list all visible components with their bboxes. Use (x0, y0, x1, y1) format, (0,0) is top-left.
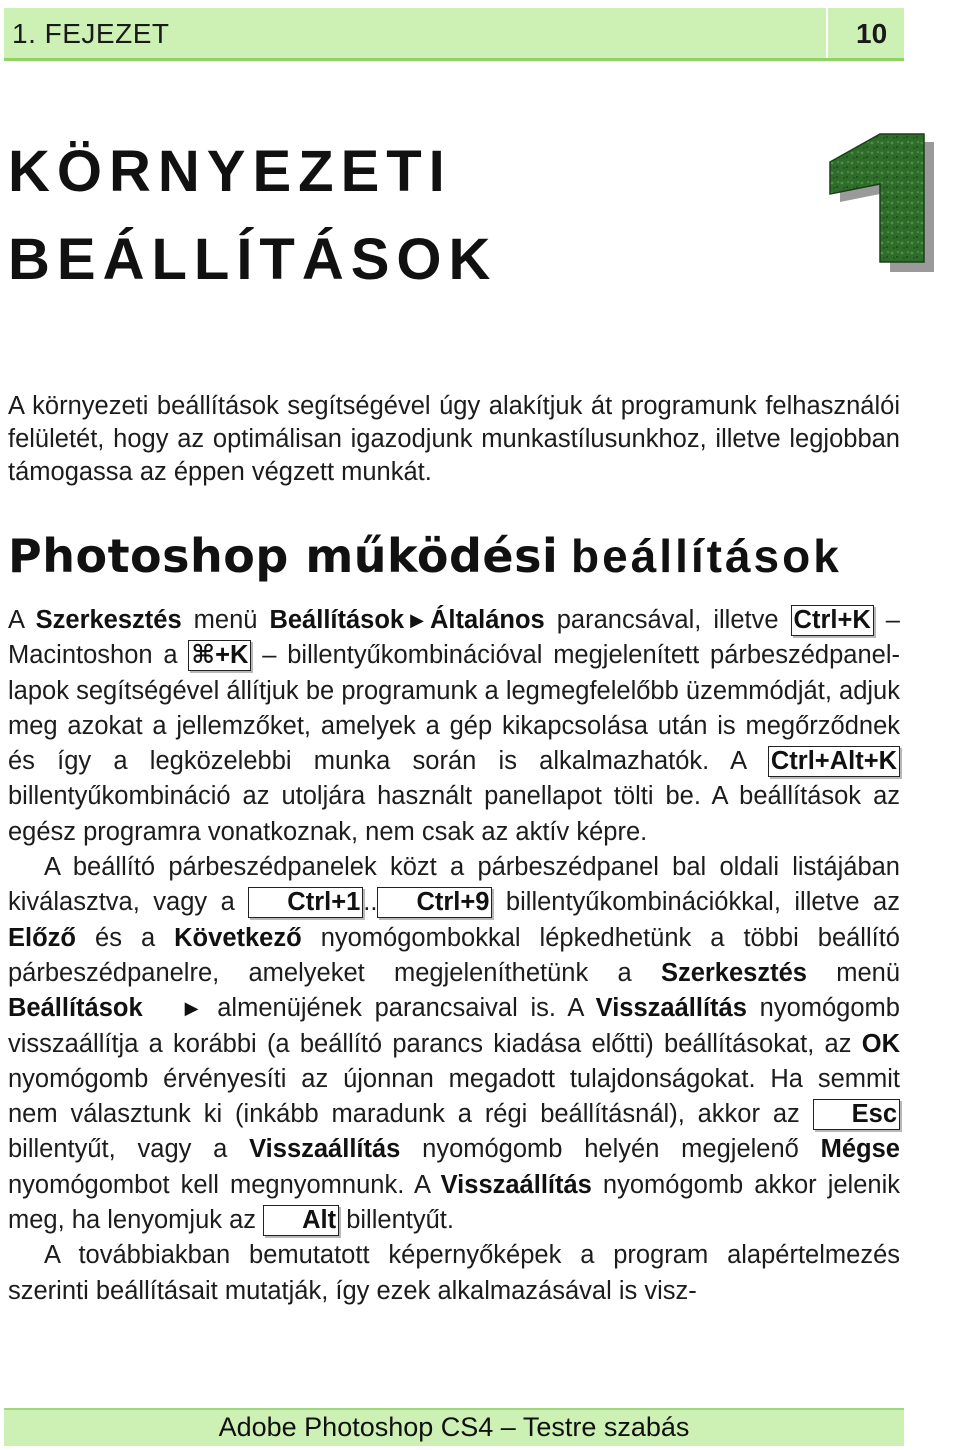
submenu-arrow-icon-2: ▶ (184, 998, 199, 1019)
menu-preferences: Beállítások (269, 606, 405, 634)
section-title (8, 526, 842, 586)
button-restore: Visszaállítás (595, 994, 747, 1023)
section-title-bold: Photoshop működési (8, 529, 559, 583)
key-ctrl-9: Ctrl+9 (377, 887, 492, 918)
menu-edit-2: Szerkesztés (660, 958, 807, 987)
key-ctrl-k: Ctrl+K (791, 605, 874, 636)
header-divider (826, 8, 828, 58)
menu-preferences-2: Beállítások (8, 994, 143, 1023)
key-cmd-k: ⌘+K (188, 640, 251, 671)
chapter-label: 1. FEJEZET (12, 18, 170, 49)
chapter-title (8, 128, 497, 304)
button-restore-3: Visszaállítás (440, 1170, 592, 1199)
submenu-arrow-icon: ▶ (410, 610, 424, 630)
key-ctrl-1: Ctrl+1 (248, 887, 363, 918)
chapter-number-graphic (820, 130, 950, 280)
footer-bar (4, 1408, 904, 1446)
button-previous: Előző (8, 923, 76, 952)
paragraph-3: A továbbiakban bemutatott képernyőképek a program alapértelmezés szerinti beállításait mutatják, így ezek alkalmazásával is visz- (8, 1241, 900, 1305)
paragraph-1: A Szerkesztés menü Beállítások ▶ Általános parancsával, illetve Ctrl+K – Macintoshon a ⌘+K – billentyűkombinációval megjelenített párbeszédpanel-lapok segítségével állítjuk be programunk a legmegfelelőbb üzemmódját, adjuk meg azokat a jellemzőket, amelyek a gép kikapcsolása után is megőrződnek és így a legközelebbi munka során is alkalmazhatók. A Ctrl+Alt+K billentyűkombináció az utoljára használt panellapot tölti be. A beállítások az egész programra vonatkoznak, nem csak az aktív képre. (8, 603, 900, 850)
chapter-title-line-1: KÖRNYEZETI (8, 139, 452, 204)
button-next: Következő (174, 923, 302, 952)
body-text (8, 603, 900, 1309)
chapter-title-line-2: BEÁLLÍTÁSOK (8, 227, 498, 292)
key-esc: Esc (813, 1099, 900, 1130)
section-title-light: beállítások (571, 530, 842, 582)
page-number: 10 (856, 18, 888, 49)
button-cancel: Mégse (820, 1135, 900, 1164)
intro-paragraph: A környezeti beállítások segítségével úgy alakítjuk át programunk felhasználói felületét, hogy az optimálisan igazodjunk munkastílusunkhoz, illetve legjobban támogassa az éppen végzett munkát. (8, 392, 900, 486)
key-ctrl-alt-k: Ctrl+Alt+K (768, 746, 900, 777)
chapter-header-bar (4, 8, 904, 61)
footer-text: Adobe Photoshop CS4 – Testre szabás (218, 1412, 690, 1442)
paragraph-2: A beállító párbeszédpanelek közt a párbeszédpanel bal oldali listájában kiválasztva, vagy a Ctrl+1 .. Ctrl+9 billentyűkombinációkkal, illetve az Előző és a Következő nyomógombokkal lépkedhetünk a többi beállító párbeszédpanelre, amelyeket megjeleníthetünk a Szerkesztés menü Beállítások ▶ almenüjének parancsaival is. A Visszaállítás nyomógomb visszaállítja a korábbi (a beállító parancs kiadása előtti) beállításokat, az OK nyomógomb érvényesíti az újonnan megadott tulajdonságokat. Ha semmit nem választunk ki (inkább maradunk a régi beállításnál), akkor az Esc billentyűt, vagy a Visszaállítás nyomógomb helyén megjelenő Mégse nyomógombot kell megnyomnunk. A Visszaállítás nyomógomb akkor jelenik meg, ha lenyomjuk az Alt billentyűt. (8, 853, 901, 1235)
button-restore-2: Visszaállítás (249, 1135, 401, 1164)
button-ok: OK (861, 1029, 900, 1058)
menu-general: Általános (429, 606, 545, 634)
menu-edit: Szerkesztés (35, 606, 182, 634)
key-alt: Alt (263, 1205, 339, 1236)
